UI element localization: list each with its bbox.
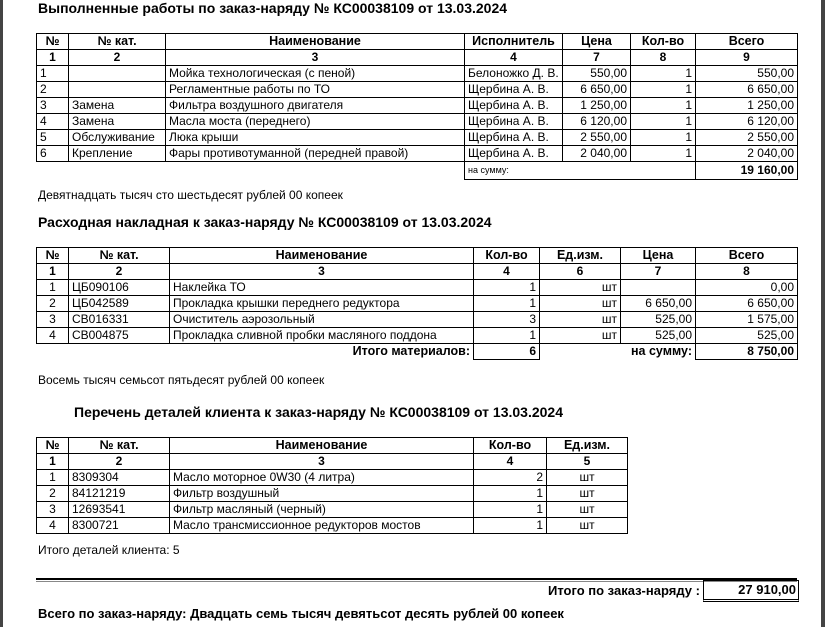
table-row [37, 66, 798, 82]
client-parts-colnum-cell: 5 [547, 454, 628, 470]
row-qty: 1 [631, 66, 696, 82]
invoice-colnum-row [37, 264, 798, 280]
invoice-total-row [37, 344, 798, 360]
client-parts-header-cell: Наименование [170, 438, 474, 454]
works-colnum-cell: 4 [465, 50, 563, 66]
invoice-sum-label: на сумму: [631, 344, 692, 359]
works-table [36, 33, 798, 180]
row-performer: Щербина А. В. [465, 82, 563, 98]
row-catalog: СВ004875 [69, 328, 170, 344]
row-total: 1 575,00 [696, 312, 798, 328]
invoice-colnum-cell: 3 [170, 264, 474, 280]
table-row [37, 296, 798, 312]
invoice-header-cell: Всего [696, 248, 798, 264]
client-parts-colnum-cell: 1 [37, 454, 69, 470]
row-total: 6 650,00 [696, 82, 798, 98]
works-colnum-cell: 7 [563, 50, 631, 66]
invoice-colnum-cell: 7 [621, 264, 696, 280]
row-total: 550,00 [696, 66, 798, 82]
invoice-title: Расходная накладная к заказ-наряду № КС00038109 от 13.03.2024 [38, 214, 492, 230]
row-unit: шт [540, 328, 621, 344]
row-name: Очиститель аэрозольный [170, 312, 474, 328]
row-catalog: СВ016331 [69, 312, 170, 328]
table-row [37, 98, 798, 114]
row-name: Прокладка сливной пробки масляного поддона [170, 328, 474, 344]
row-name: Прокладка крышки переднего редуктора [170, 296, 474, 312]
row-total: 1 250,00 [696, 98, 798, 114]
table-row [37, 470, 628, 486]
row-qty: 1 [631, 114, 696, 130]
works-title: Выполненные работы по заказ-наряду № КС00038109 от 13.03.2024 [38, 0, 508, 16]
table-row [37, 82, 798, 98]
row-qty: 1 [474, 486, 547, 502]
row-unit: шт [547, 486, 628, 502]
row-number: 1 [37, 280, 69, 296]
works-header-cell: Наименование [166, 34, 465, 50]
client-parts-colnum-cell: 4 [474, 454, 547, 470]
row-performer: Щербина А. В. [465, 98, 563, 114]
row-qty: 1 [631, 82, 696, 98]
row-price: 1 250,00 [563, 98, 631, 114]
row-number: 3 [37, 312, 69, 328]
left-edge [0, 0, 3, 627]
row-name: Люка крыши [166, 130, 465, 146]
table-row [37, 312, 798, 328]
row-number: 2 [37, 82, 69, 98]
right-edge [821, 0, 825, 627]
invoice-colnum-cell: 1 [37, 264, 69, 280]
row-catalog [69, 66, 166, 82]
row-catalog: Замена [69, 114, 166, 130]
works-sum-value: 19 160,00 [696, 162, 798, 180]
client-parts-colnum-row [37, 454, 628, 470]
invoice-header-cell: Наименование [170, 248, 474, 264]
row-name: Фильтра воздушного двигателя [166, 98, 465, 114]
works-colnum-row [37, 50, 798, 66]
client-parts-title: Перечень деталей клиента к заказ-наряду № КС00038109 от 13.03.2024 [74, 404, 563, 420]
table-row [37, 502, 628, 518]
client-parts-header-cell: № кат. [69, 438, 170, 454]
table-row [37, 114, 798, 130]
row-name: Масла моста (переднего) [166, 114, 465, 130]
row-price: 525,00 [621, 312, 696, 328]
row-performer: Белоножко Д. В. [465, 66, 563, 82]
table-row [37, 146, 798, 162]
row-number: 4 [37, 518, 69, 534]
works-sum-words: Девятнадцать тысяч сто шестьдесят рублей 00 копеек [38, 188, 343, 202]
works-header-cell: № [37, 34, 69, 50]
works-sum-row [37, 162, 798, 180]
row-name: Масло трансмиссионное редукторов мостов [170, 518, 474, 534]
row-price: 2 550,00 [563, 130, 631, 146]
client-parts-colnum-cell: 2 [69, 454, 170, 470]
row-unit: шт [547, 470, 628, 486]
row-performer: Щербина А. В. [465, 146, 563, 162]
separator-line [36, 578, 797, 580]
row-price: 6 120,00 [563, 114, 631, 130]
grand-total-value: 27 910,00 [703, 580, 799, 602]
row-catalog: Обслуживание [69, 130, 166, 146]
row-performer: Щербина А. В. [465, 114, 563, 130]
client-parts-header-row [37, 438, 628, 454]
works-header-cell: Всего [696, 34, 798, 50]
invoice-table [36, 247, 798, 360]
grand-total-label: Итого по заказ-наряду : [548, 583, 700, 598]
row-name: Фары противотуманной (передней правой) [166, 146, 465, 162]
row-qty: 1 [631, 146, 696, 162]
works-colnum-cell: 9 [696, 50, 798, 66]
table-row [37, 130, 798, 146]
separator-line-thin [36, 581, 797, 582]
row-unit: шт [540, 296, 621, 312]
table-row [37, 328, 798, 344]
row-qty: 1 [474, 518, 547, 534]
client-parts-colnum-cell: 3 [170, 454, 474, 470]
works-header-cell: № кат. [69, 34, 166, 50]
invoice-colnum-cell: 2 [69, 264, 170, 280]
row-number: 1 [37, 470, 69, 486]
row-performer: Щербина А. В. [465, 130, 563, 146]
row-total: 2 040,00 [696, 146, 798, 162]
invoice-header-row [37, 248, 798, 264]
row-unit: шт [540, 312, 621, 328]
works-sum-label: на сумму: [465, 162, 696, 180]
row-number: 2 [37, 296, 69, 312]
row-catalog: 8309304 [69, 470, 170, 486]
row-qty: 1 [474, 280, 540, 296]
row-catalog [69, 82, 166, 98]
row-name: Фильтр масляный (черный) [170, 502, 474, 518]
invoice-colnum-cell: 6 [540, 264, 621, 280]
works-header-row [37, 34, 798, 50]
row-number: 3 [37, 98, 69, 114]
invoice-header-cell: № [37, 248, 69, 264]
invoice-header-cell: № кат. [69, 248, 170, 264]
row-unit: шт [540, 280, 621, 296]
row-qty: 1 [474, 328, 540, 344]
invoice-header-cell: Ед.изм. [540, 248, 621, 264]
row-name: Регламентные работы по ТО [166, 82, 465, 98]
works-colnum-cell: 1 [37, 50, 69, 66]
invoice-colnum-cell: 8 [696, 264, 798, 280]
invoice-header-cell: Кол-во [474, 248, 540, 264]
row-price: 2 040,00 [563, 146, 631, 162]
invoice-total-materials-value: 6 [474, 344, 540, 360]
row-number: 1 [37, 66, 69, 82]
client-parts-total: Итого деталей клиента: 5 [38, 543, 180, 557]
invoice-total-materials-label: Итого материалов: [352, 344, 470, 359]
row-price: 6 650,00 [621, 296, 696, 312]
row-total: 6 650,00 [696, 296, 798, 312]
row-name: Наклейка ТО [170, 280, 474, 296]
invoice-header-cell: Цена [621, 248, 696, 264]
row-qty: 1 [474, 502, 547, 518]
works-header-cell: Кол-во [631, 34, 696, 50]
row-unit: шт [547, 518, 628, 534]
row-total: 525,00 [696, 328, 798, 344]
row-name: Масло моторное 0W30 (4 литра) [170, 470, 474, 486]
row-qty: 2 [474, 470, 547, 486]
row-catalog: 8300721 [69, 518, 170, 534]
row-number: 6 [37, 146, 69, 162]
row-total: 6 120,00 [696, 114, 798, 130]
works-header-cell: Цена [563, 34, 631, 50]
row-catalog: ЦБ042589 [69, 296, 170, 312]
table-row [37, 280, 798, 296]
row-name: Фильтр воздушный [170, 486, 474, 502]
row-price: 550,00 [563, 66, 631, 82]
row-qty: 1 [631, 130, 696, 146]
row-number: 4 [37, 328, 69, 344]
works-header-cell: Исполнитель [465, 34, 563, 50]
table-row [37, 486, 628, 502]
row-price [621, 280, 696, 296]
row-total: 0,00 [696, 280, 798, 296]
row-catalog: 12693541 [69, 502, 170, 518]
row-unit: шт [547, 502, 628, 518]
row-qty: 1 [631, 98, 696, 114]
row-qty: 1 [474, 296, 540, 312]
invoice-sum-words: Восемь тысяч семьсот пятьдесят рублей 00 копеек [38, 373, 325, 387]
row-name: Мойка технологическая (с пеной) [166, 66, 465, 82]
row-price: 525,00 [621, 328, 696, 344]
client-parts-table [36, 437, 628, 534]
invoice-sum-value: 8 750,00 [696, 344, 798, 360]
grand-total-words: Всего по заказ-наряду: Двадцать семь тысяч девятьсот десять рублей 00 копеек [38, 606, 564, 621]
row-catalog: 84121219 [69, 486, 170, 502]
client-parts-header-cell: Кол-во [474, 438, 547, 454]
client-parts-header-cell: № [37, 438, 69, 454]
row-qty: 3 [474, 312, 540, 328]
row-catalog: Крепление [69, 146, 166, 162]
row-catalog: Замена [69, 98, 166, 114]
row-catalog: ЦБ090106 [69, 280, 170, 296]
table-row [37, 518, 628, 534]
client-parts-header-cell: Ед.изм. [547, 438, 628, 454]
works-colnum-cell: 2 [69, 50, 166, 66]
invoice-colnum-cell: 4 [474, 264, 540, 280]
row-number: 5 [37, 130, 69, 146]
row-number: 2 [37, 486, 69, 502]
row-number: 4 [37, 114, 69, 130]
row-total: 2 550,00 [696, 130, 798, 146]
works-colnum-cell: 3 [166, 50, 465, 66]
works-colnum-cell: 8 [631, 50, 696, 66]
row-price: 6 650,00 [563, 82, 631, 98]
row-number: 3 [37, 502, 69, 518]
